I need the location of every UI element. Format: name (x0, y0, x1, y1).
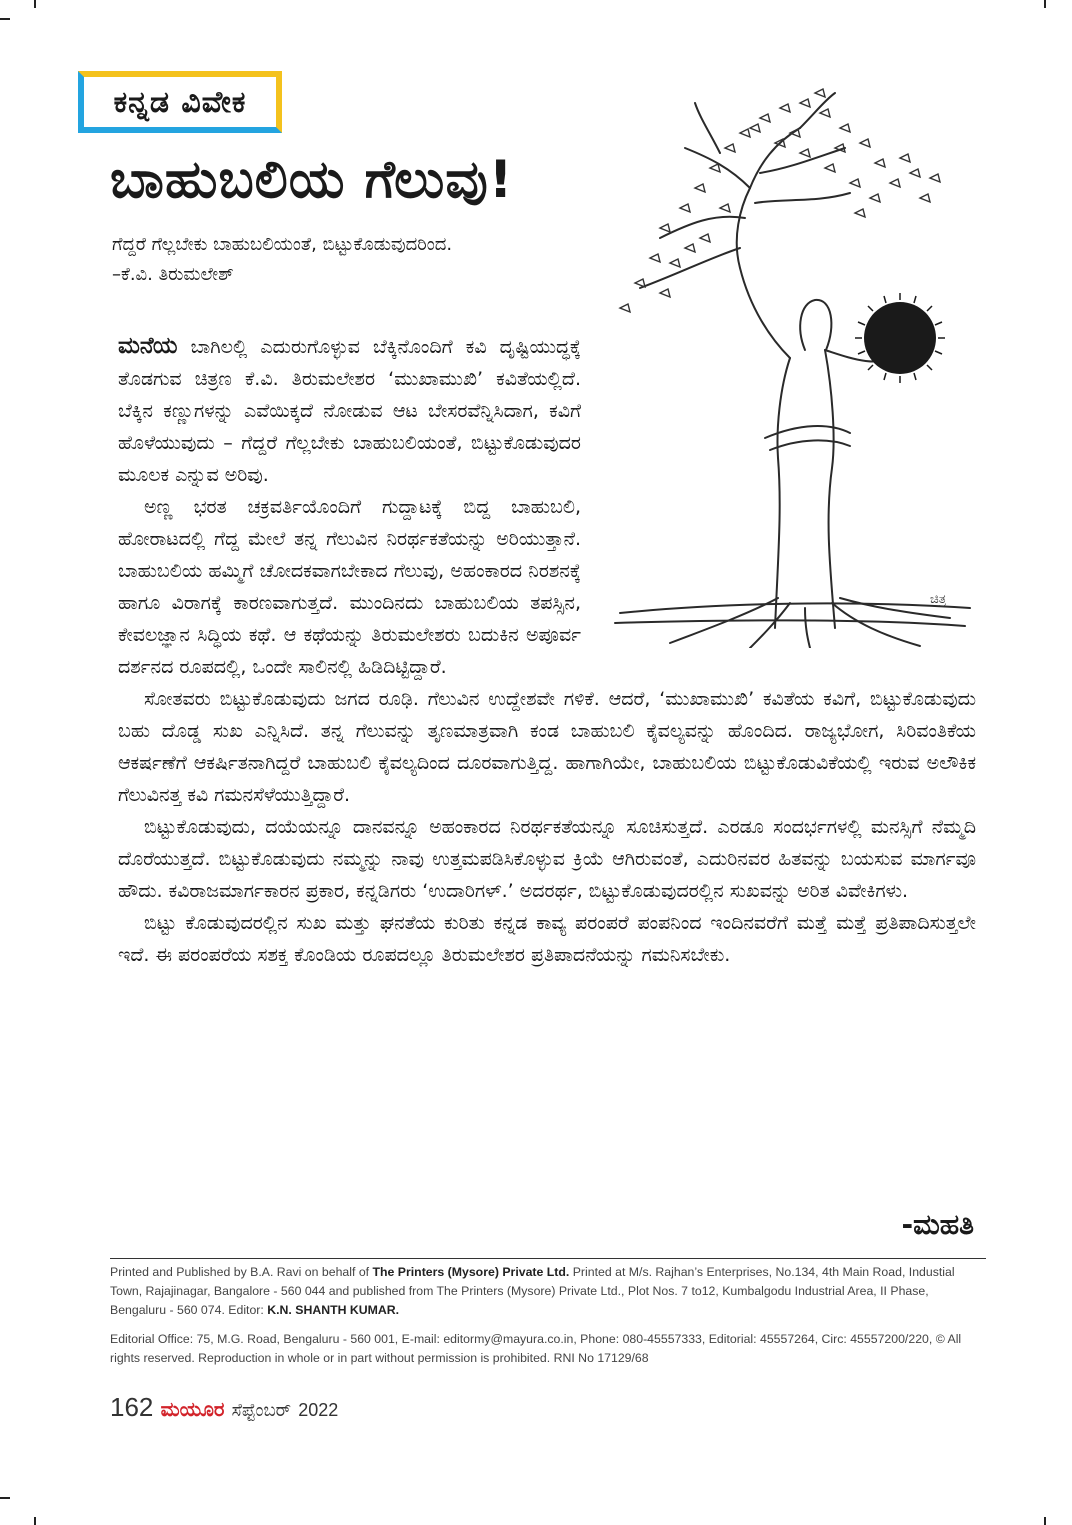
crop-mark (0, 18, 10, 20)
epigraph (112, 230, 642, 290)
crop-mark (34, 1517, 36, 1525)
crop-mark (34, 0, 36, 8)
artist-mark: ಚಿತ್ರ (930, 592, 947, 607)
publisher-name: The Printers (Mysore) Private Ltd. (372, 1265, 570, 1279)
page-number: 162 (110, 1392, 154, 1422)
illustration-space (581, 330, 976, 665)
paragraph-1-text: ಬಾಗಿಲಲ್ಲಿ ಎದುರುಗೊಳ್ಳುವ ಬೆಕ್ಕಿನೊಂದಿಗೆ ಕವಿ ದೃಷ್ಟಿಯುದ್ಧಕ್ಕೆ ತೊಡಗುವ ಚಿತ್ರಣ ಕೆ.ವಿ. ತಿರುಮಲೇಶರ ‘ಮುಖಾಮುಖಿ’ ಕವಿತೆಯಲ್ಲಿದೆ. ಬೆಕ್ಕಿನ ಕಣ್ಣುಗಳನ್ನು ಎವೆಯಿಕ್ಕದೆ ನೋಡುವ ಆಟ ಬೇಸರವೆನ್ನಿಸಿದಾಗ, ಕವಿಗೆ ಹೊಳೆಯುವುದು – ಗೆದ್ದರೆ ಗೆಲ್ಲಬೇಕು ಬಾಹುಬಲಿಯಂತೆ, ಬಿಟ್ಟುಕೊಡುವುದರ ಮೂಲಕ ಎನ್ನುವ ಅರಿವು. (118, 336, 581, 486)
issue-year: 2022 (298, 1400, 339, 1420)
paragraph-3: ಸೋತವರು ಬಿಟ್ಟುಕೊಡುವುದು ಜಗದ ರೂಢಿ. ಗೆಲುವಿನ ಉದ್ದೇಶವೇ ಗಳಿಕೆ. ಆದರೆ, ‘ಮುಖಾಮುಖಿ’ ಕವಿತೆಯ ಕವಿಗೆ, ಬಿಟ್ಟುಕೊಡುವುದು ಬಹು ದೊಡ್ಡ ಸುಖ ಎನ್ನಿಸಿದೆ. ತನ್ನ ಗೆಲುವನ್ನು ತೃಣಮಾತ್ರವಾಗಿ ಕಂಡ ಬಾಹುಬಲಿ ಕೈವಲ್ಯವನ್ನು ಹೊಂದಿದ. ರಾಜ್ಯಭೋಗ, ಸಿರಿವಂತಿಕೆಯ ಆಕರ್ಷಣೆಗೆ ಆಕರ್ಷಿತನಾಗಿದ್ದರೆ ಬಾಹುಬಲಿ ಕೈವಲ್ಯದಿಂದ ದೂರವಾಗುತ್ತಿದ್ದ. ಹಾಗಾಗಿಯೇ, ಬಾಹುಬಲಿಯ ಬಿಟ್ಟುಕೊಡುವಿಕೆಯಲ್ಲಿ ಇರುವ ಅಲೌಕಿಕ ಗೆಲುವಿನತ್ತ ಕವಿ ಗಮನಸೆಳೆಯುತ್ತಿದ್ದಾರೆ. (118, 688, 976, 806)
imprint-text: Printed and Published by B.A. Ravi on behalf of (110, 1265, 373, 1279)
epigraph-attribution: –ಕೆ.ವಿ. ತಿರುಮಲೇಶ್ (112, 264, 234, 285)
paragraph-2: ಅಣ್ಣ ಭರತ ಚಕ್ರವರ್ತಿಯೊಂದಿಗೆ ಗುದ್ದಾಟಕ್ಕೆ ಬಿದ್ದ ಬಾಹುಬಲಿ, ಹೋರಾಟದಲ್ಲಿ ಗೆದ್ದ ಮೇಲೆ ತನ್ನ ಗೆಲುವಿನ ನಿರರ್ಥಕತೆಯನ್ನು ಅರಿಯುತ್ತಾನೆ. ಬಾಹುಬಲಿಯ ಹಮ್ಮಿಗೆ ಚೋದಕವಾಗಬೇಕಾದ ಗೆಲುವು, ಅಹಂಕಾರದ ನಿರಶನಕ್ಕೆ ಹಾಗೂ ವಿರಾಗಕ್ಕೆ ಕಾರಣವಾಗುತ್ತದೆ. ಮುಂದಿನದು ಬಾಹುಬಲಿಯ ತಪಸ್ಸಿನ, ಕೇವಲಜ್ಞಾನ ಸಿದ್ಧಿಯ ಕಥೆ. ಆ ಕಥೆಯನ್ನು ತಿರುಮಲೇಶರು ಬದುಕಿನ ಅಪೂರ್ವ ದರ್ಶನದ ರೂಪದಲ್ಲಿ, ಒಂದೇ ಸಾಲಿನಲ್ಲಿ ಹಿಡಿದಿಟ್ಟಿದ್ದಾರೆ. (118, 496, 581, 678)
crop-mark (1044, 0, 1046, 8)
issue-month: ಸೆಪ್ಟೆಂಬರ್ (231, 1400, 291, 1421)
imprint-office: Editorial Office: 75, M.G. Road, Bengaluru - 560 001, E-mail: editormy@mayura.co.in, Phone: 080-45557333, Editorial: 45557264, Circ: 45557200/220, © All rights reserved. Reproduction in whole or in part without permission is prohibited. RNI No 17129/68 (110, 1332, 962, 1365)
author-signature: -ಮಹತಿ (901, 1208, 974, 1241)
folio (110, 1392, 338, 1423)
imprint (110, 1263, 986, 1378)
lead-word: ಮನೆಯ (118, 333, 178, 359)
paragraph-4: ಬಿಟ್ಟುಕೊಡುವುದು, ದಯೆಯನ್ನೂ ದಾನವನ್ನೂ ಅಹಂಕಾರದ ನಿರರ್ಥಕತೆಯನ್ನೂ ಸೂಚಿಸುತ್ತದೆ. ಎರಡೂ ಸಂದರ್ಭಗಳಲ್ಲಿ ಮನಸ್ಸಿಗೆ ನೆಮ್ಮದಿ ದೊರೆಯುತ್ತದೆ. ಬಿಟ್ಟುಕೊಡುವುದು ನಮ್ಮನ್ನು ನಾವು ಉತ್ತಮಪಡಿಸಿಕೊಳ್ಳುವ ಕ್ರಿಯೆ ಆಗಿರುವಂತೆ, ಎದುರಿನವರ ಹಿತವನ್ನು ಬಯಸುವ ಮಾರ್ಗವೂ ಹೌದು. ಕವಿರಾಜಮಾರ್ಗಕಾರನ ಪ್ರಕಾರ, ಕನ್ನಡಿಗರು ‘ಉದಾರಿಗಳ್.’ ಅದರರ್ಥ, ಬಿಟ್ಟುಕೊಡುವುದರಲ್ಲಿನ ಸುಖವನ್ನು ಅರಿತ ವಿವೇಕಿಗಳು. (118, 816, 976, 902)
divider (110, 1258, 986, 1259)
section-badge: ಕನ್ನಡ ವಿವೇಕ (78, 71, 282, 133)
epigraph-quote: ಗೆದ್ದರೆ ಗೆಲ್ಲಬೇಕು ಬಾಹುಬಲಿಯಂತೆ, ಬಿಟ್ಟುಕೊಡುವುದರಿಂದ. (112, 234, 453, 255)
imprint-publisher (110, 1263, 986, 1320)
paragraph-5: ಬಿಟ್ಟು ಕೊಡುವುದರಲ್ಲಿನ ಸುಖ ಮತ್ತು ಘನತೆಯ ಕುರಿತು ಕನ್ನಡ ಕಾವ್ಯ ಪರಂಪರೆ ಪಂಪನಿಂದ ಇಂದಿನವರೆಗೆ ಮತ್ತೆ ಮತ್ತೆ ಪ್ರತಿಪಾದಿಸುತ್ತಲೇ ಇದೆ. ಈ ಪರಂಪರೆಯ ಸಶಕ್ತ ಕೊಂಡಿಯ ರೂಪದಲ್ಲೂ ತಿರುಮಲೇಶರ ಪ್ರತಿಪಾದನೆಯನ್ನು ಗಮನಿಸಬೇಕು. (118, 912, 976, 966)
crop-mark (1044, 1517, 1046, 1525)
magazine-logo: ಮಯೂರ (160, 1397, 225, 1421)
article-body (118, 330, 976, 971)
crop-mark (0, 1497, 10, 1499)
editor-name: K.N. SHANTH KUMAR. (267, 1303, 400, 1317)
imprint-text: Printed at M/s. Rajhan’s Enterprises, No.134, 4th Main Road, Industial Town, Rajajinagar, Bangalore - 560 044 and published from The Printers (Mysore) Private Ltd., Plot Nos. 7 to12, Kumbalgodu Industrial Area, II Phase, Bengaluru - 560 074. Editor: (110, 1265, 955, 1317)
article-title: ಬಾಹುಬಲಿಯ ಗೆಲುವು! (110, 150, 514, 210)
